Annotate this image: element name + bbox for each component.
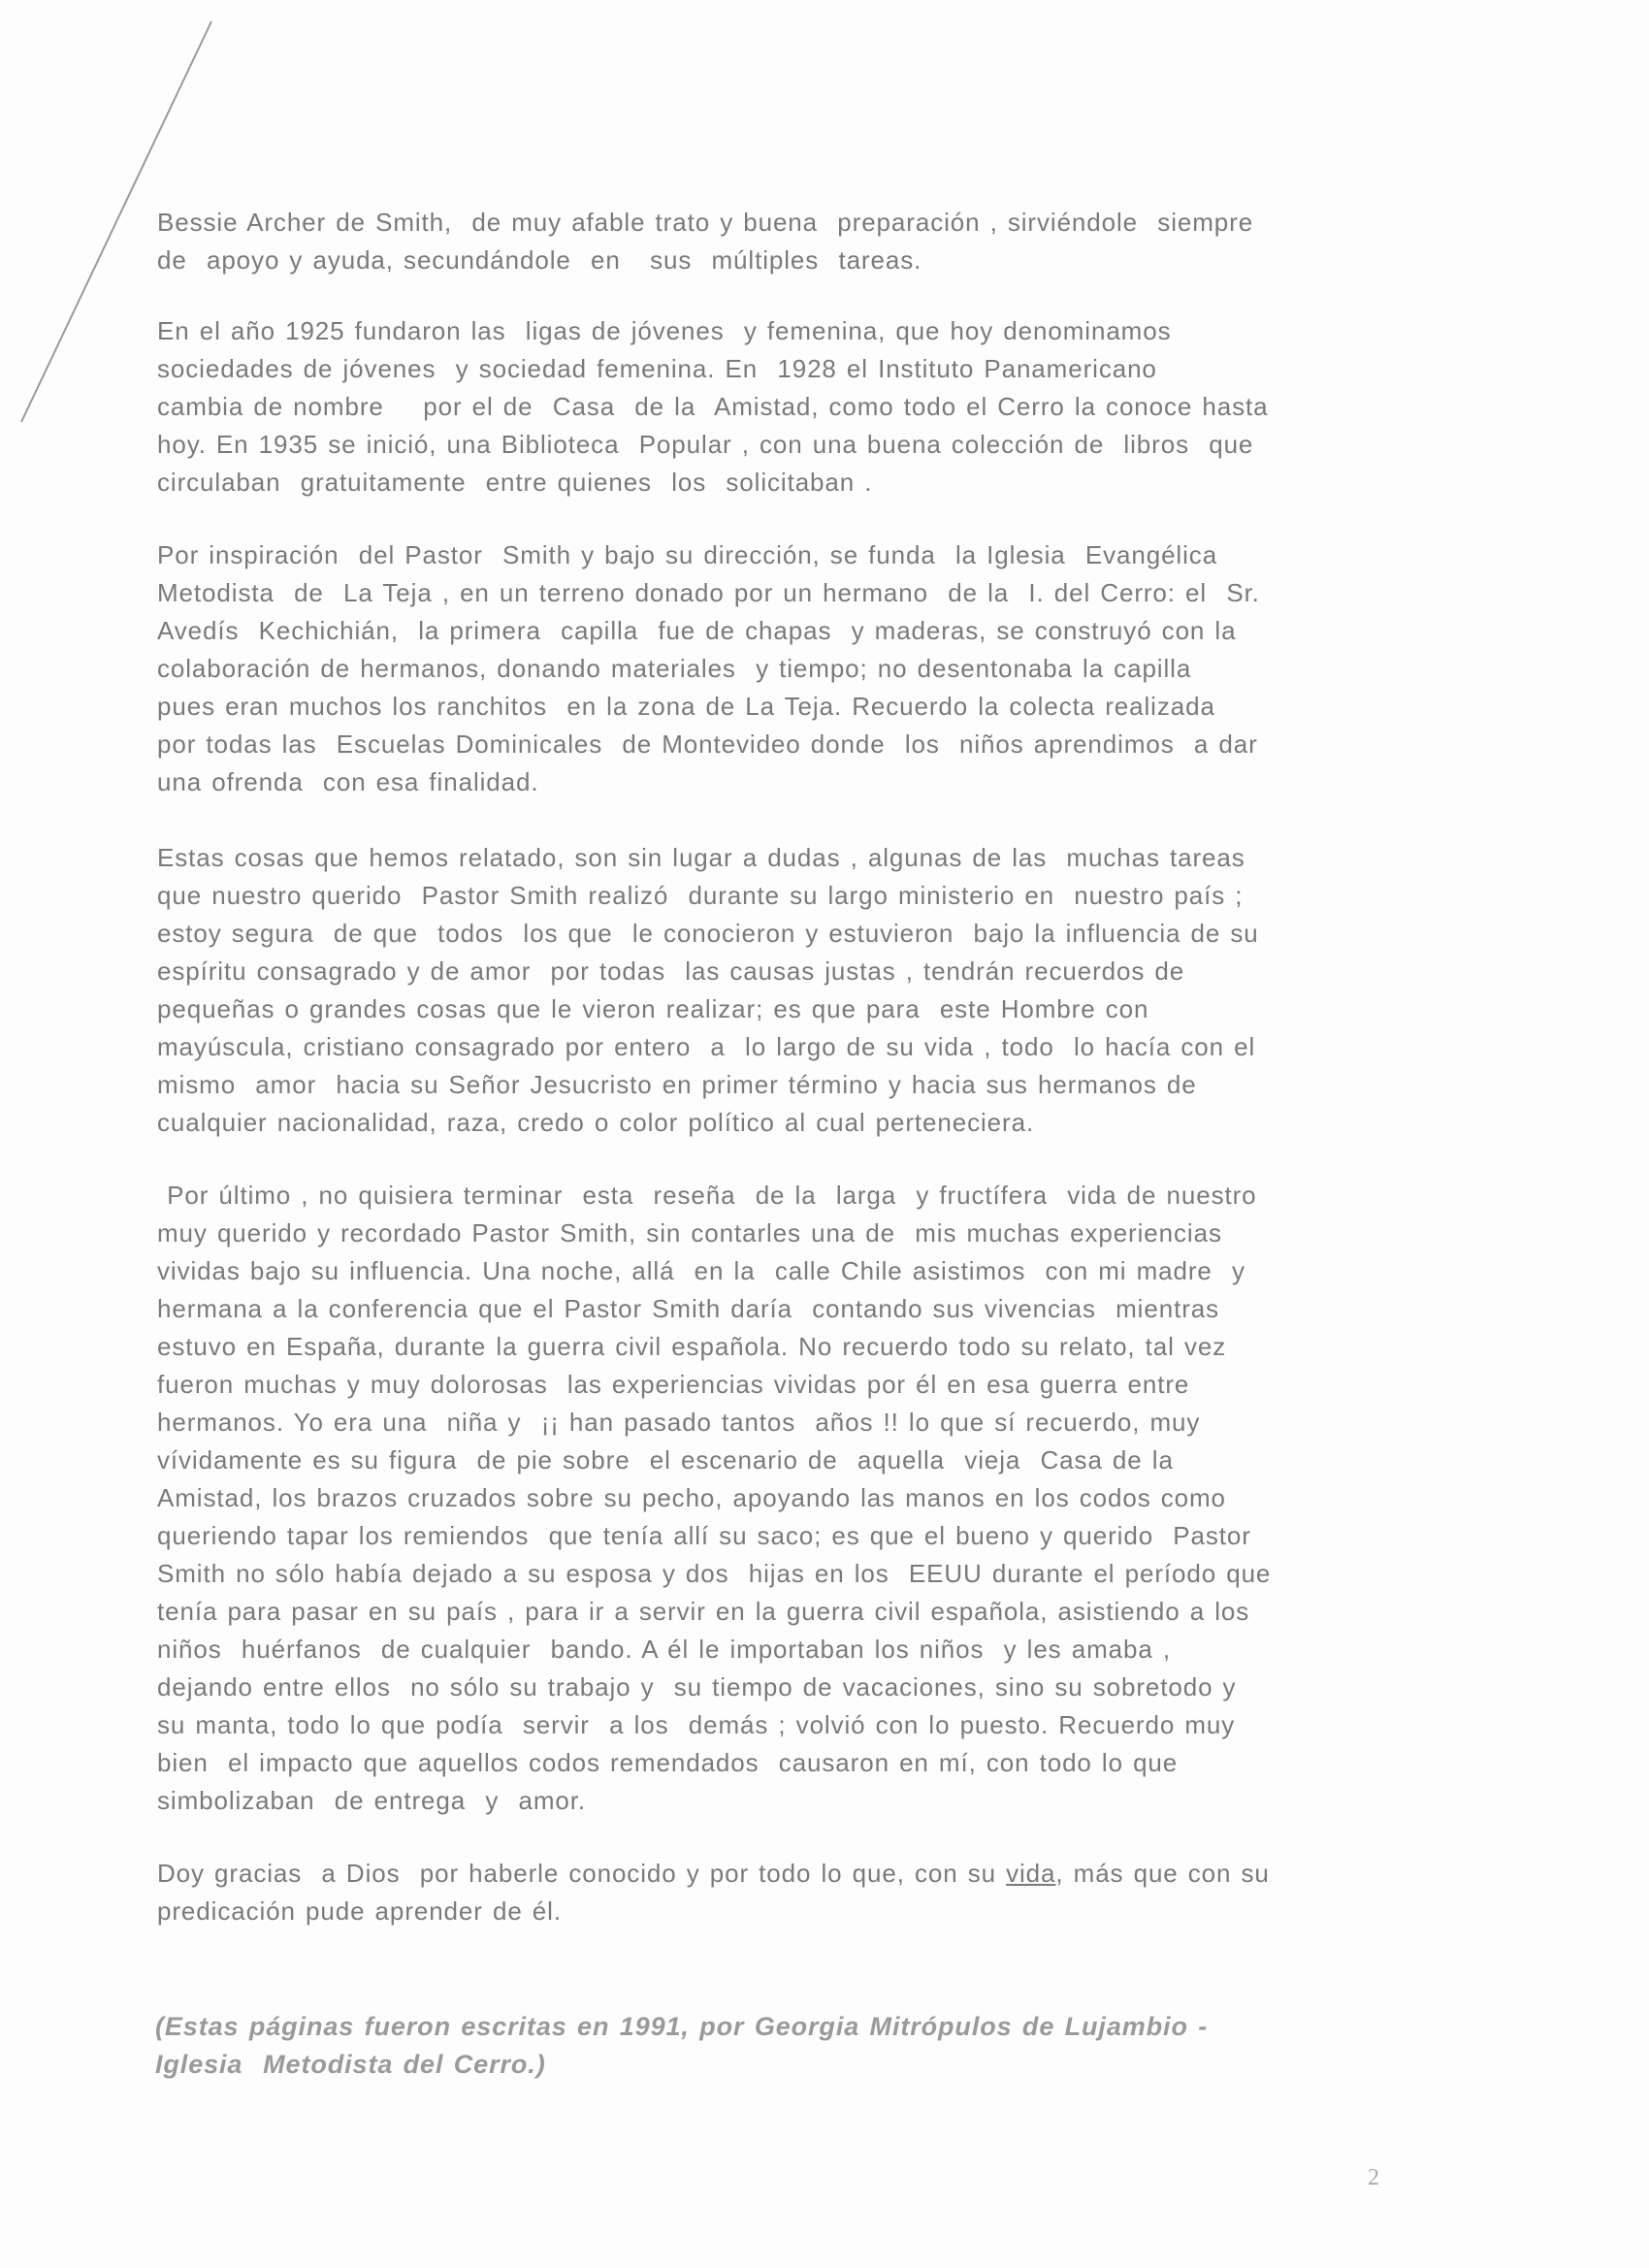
- text-line: Metodista de La Teja , en un terreno donado por un hermano de la I. del Cerro: el Sr.: [157, 578, 1260, 607]
- text-line: estoy segura de que todos los que le conocieron y estuvieron bajo la influencia de su: [157, 919, 1259, 948]
- paragraph-2: [157, 312, 1457, 502]
- text-line: Por último , no quisiera terminar esta reseña de la larga y fructífera vida de nuestro: [157, 1181, 1257, 1210]
- text-line: hoy. En 1935 se inició, una Biblioteca Popular , con una buena colección de libros que: [157, 430, 1254, 459]
- text-line: hermana a la conferencia que el Pastor Smith daría contando sus vivencias mientras: [157, 1294, 1220, 1323]
- page-number: 2: [1368, 2165, 1379, 2190]
- text-line: pequeñas o grandes cosas que le vieron realizar; es que para este Hombre con: [157, 994, 1149, 1023]
- text-line: vividas bajo su influencia. Una noche, allá en la calle Chile asistimos con mi madre y: [157, 1256, 1245, 1285]
- text-line: mayúscula, cristiano consagrado por entero a lo largo de su vida , todo lo hacía con el: [157, 1032, 1256, 1061]
- text-line: cualquier nacionalidad, raza, credo o color político al cual perteneciera.: [157, 1108, 1035, 1137]
- text-line: por todas las Escuelas Dominicales de Montevideo donde los niños aprendimos a dar: [157, 729, 1258, 759]
- text-line: vívidamente es su figura de pie sobre el escenario de aquella vieja Casa de la: [157, 1445, 1174, 1474]
- text-line: de apoyo y ayuda, secundándole en sus múltiples tareas.: [157, 245, 922, 275]
- text-line: simbolizaban de entrega y amor.: [157, 1786, 587, 1815]
- text-line: bien el impacto que aquellos codos remendados causaron en mí, con todo lo que: [157, 1748, 1179, 1777]
- text-line: Amistad, los brazos cruzados sobre su pecho, apoyando las manos en los codos como: [157, 1483, 1226, 1512]
- text-line: Smith no sólo había dejado a su esposa y dos hijas en los EEUU durante el período que: [157, 1559, 1272, 1588]
- text-line: muy querido y recordado Pastor Smith, sin contarles una de mis muchas experiencias: [157, 1218, 1222, 1247]
- text-line: Estas cosas que hemos relatado, son sin lugar a dudas , algunas de las muchas tareas: [157, 843, 1245, 872]
- text-line: Bessie Archer de Smith, de muy afable trato y buena preparación , sirviéndole siempre: [157, 208, 1254, 237]
- text-line: mismo amor hacia su Señor Jesucristo en primer término y hacia sus hermanos de: [157, 1070, 1197, 1099]
- text-line: su manta, todo lo que podía servir a los demás ; volvió con lo puesto. Recuerdo muy: [157, 1710, 1236, 1739]
- closing-text: Doy gracias a Dios por haberle conocido y por todo lo que, con su: [157, 1859, 1007, 1888]
- paragraph-3: [157, 536, 1457, 801]
- text-line: circulaban gratuitamente entre quienes los solicitaban .: [157, 468, 873, 497]
- text-line: cambia de nombre por el de Casa de la Amistad, como todo el Cerro la conoce hasta: [157, 392, 1269, 421]
- text-line: En el año 1925 fundaron las ligas de jóvenes y femenina, que hoy denominamos: [157, 316, 1172, 345]
- text-line: una ofrenda con esa finalidad.: [157, 767, 539, 796]
- paragraph-5: [157, 1177, 1457, 1820]
- closing-text: , más que con su: [1055, 1859, 1270, 1888]
- paragraph-4: [157, 839, 1457, 1142]
- text-line: pues eran muchos los ranchitos en la zona de La Teja. Recuerdo la colecta realizada: [157, 692, 1215, 721]
- attribution-line: (Estas páginas fueron escritas en 1991, por Georgia Mitrópulos de Lujambio -: [155, 2012, 1209, 2041]
- text-line: dejando entre ellos no sólo su trabajo y su tiempo de vacaciones, sino su sobretodo y: [157, 1672, 1237, 1701]
- paragraph-1: [157, 204, 1457, 279]
- attribution-line: Iglesia Metodista del Cerro.): [155, 2050, 546, 2079]
- text-line: queriendo tapar los remiendos que tenía allí su saco; es que el bueno y querido Pastor: [157, 1521, 1251, 1550]
- text-line: niños huérfanos de cualquier bando. A él le importaban los niños y les amaba ,: [157, 1635, 1171, 1664]
- text-line: Por inspiración del Pastor Smith y bajo su dirección, se funda la Iglesia Evangélica: [157, 540, 1218, 569]
- text-line: tenía para pasar en su país , para ir a servir en la guerra civil española, asistiendo a los: [157, 1597, 1250, 1626]
- text-line: que nuestro querido Pastor Smith realizó durante su largo ministerio en nuestro país ;: [157, 881, 1244, 910]
- text-line: sociedades de jóvenes y sociedad femenina. En 1928 el Instituto Panamericano: [157, 354, 1157, 383]
- text-line: hermanos. Yo era una niña y ¡¡ han pasado tantos años !! lo que sí recuerdo, muy: [157, 1408, 1201, 1437]
- text-line: espíritu consagrado y de amor por todas las causas justas , tendrán recuerdos de: [157, 956, 1185, 986]
- text-line: colaboración de hermanos, donando materiales y tiempo; no desentonaba la capilla: [157, 654, 1192, 683]
- attribution: [155, 2008, 1455, 2084]
- closing-paragraph: [157, 1855, 1457, 1930]
- text-line: fueron muchas y muy dolorosas las experiencias vividas por él en esa guerra entre: [157, 1370, 1190, 1399]
- underlined-word: vida: [1006, 1859, 1056, 1888]
- closing-line-1: [157, 1855, 1457, 1893]
- text-line: Avedís Kechichián, la primera capilla fue de chapas y maderas, se construyó con la: [157, 616, 1237, 645]
- closing-line-2: predicación pude aprender de él.: [157, 1896, 562, 1926]
- text-line: estuvo en España, durante la guerra civil española. No recuerdo todo su relato, tal vez: [157, 1332, 1227, 1361]
